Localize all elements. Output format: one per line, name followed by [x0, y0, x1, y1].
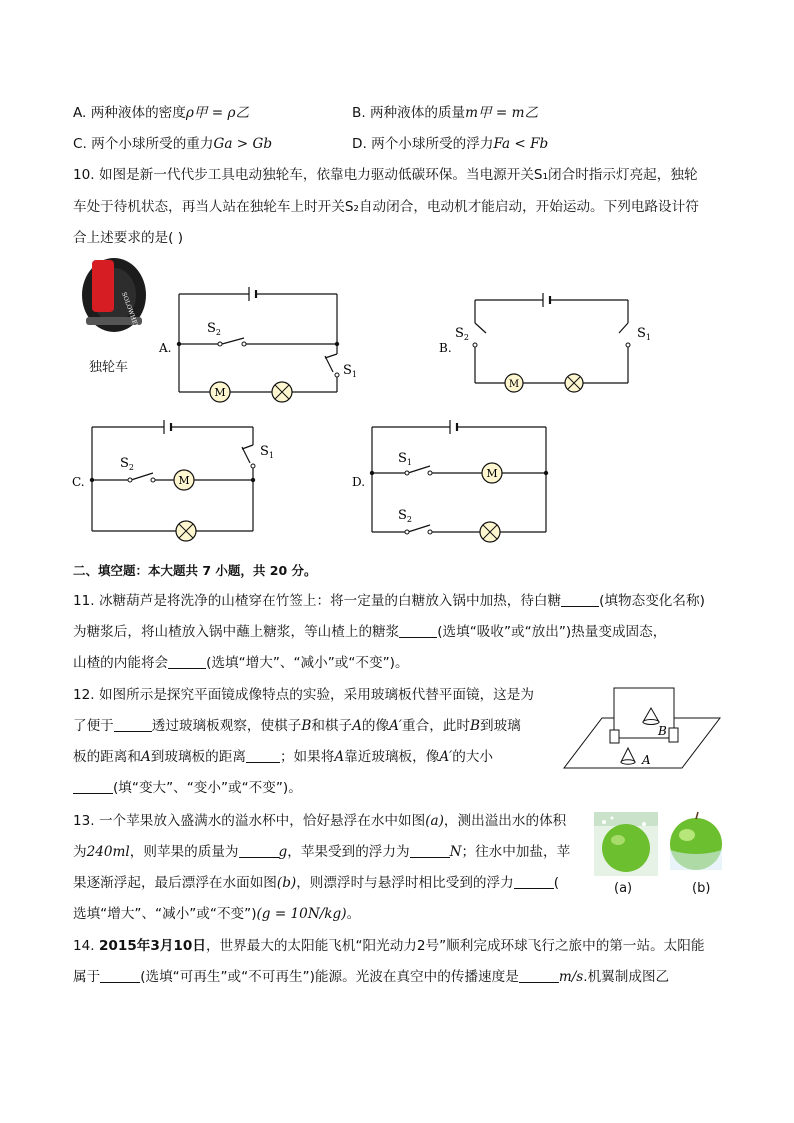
q10-text-line3: 合上述要求的是( )	[73, 230, 184, 246]
apple-suspended-image	[594, 812, 658, 876]
q10-text-line1: 10. 如图是新一代代步工具电动独轮车，依靠电力驱动低碳环保。当电源开关S₁闭合时指示灯亮起，独轮	[73, 167, 698, 183]
q11-blank-1[interactable]	[561, 592, 599, 607]
q9-option-a: A. 两种液体的密度ρ甲 = ρ乙	[73, 105, 250, 121]
circuit-b-diagram	[437, 290, 657, 395]
q10-text-line2: 车处于待机状态，再当人站在独轮车上时开关S₂自动闭合，电动机才能启动，开始运动。下列电路设计符	[73, 199, 699, 215]
q11-blank-2[interactable]	[399, 623, 437, 638]
circuit-b-s2-label: $S_2$	[455, 326, 469, 342]
q12-blank-1[interactable]	[114, 717, 152, 732]
apple-caption-a: (a)	[614, 881, 633, 896]
q14-line1: 14. 2015年3月10日，世界最大的太阳能飞机“阳光动力2号”顺利完成环球飞行之旅中的第一站。太阳能	[73, 938, 705, 954]
figure-label-b: B	[658, 724, 667, 738]
circuit-a-letter: A.	[159, 341, 172, 355]
circuit-d-lamp	[480, 522, 500, 542]
q12-line3: 板的距离和A到玻璃板的距离 ；如果将A靠近玻璃板，像A′的大小	[73, 749, 493, 765]
unicycle-caption: 独轮车	[89, 360, 129, 375]
q9-option-d: D. 两个小球所受的浮力Fa < Fb	[352, 136, 549, 152]
q14-blank-2[interactable]	[519, 968, 559, 983]
plane-mirror-figure	[560, 684, 725, 774]
circuit-a-lamp	[272, 382, 292, 402]
circuit-d-s2-label: $S_2$	[398, 508, 412, 524]
circuit-a-diagram	[155, 282, 355, 412]
q13-line1: 13. 一个苹果放入盛满水的溢水杯中，恰好悬浮在水中如图(a)，测出溢出水的体积	[73, 813, 567, 829]
circuit-c-s2-label: $S_2$	[120, 456, 134, 472]
svg-text:M: M	[508, 379, 520, 390]
circuit-b-s1-label: $S_1$	[637, 326, 651, 342]
circuit-c-s1-label: $S_1$	[260, 444, 274, 460]
chess-piece-a-figure	[621, 748, 635, 764]
q12-line2: 了便于 透过玻璃板观察，使棋子B和棋子A的像A′重合，此时B到玻璃	[73, 718, 521, 734]
q13-line2: 为240ml，则苹果的质量为 g，苹果受到的浮力为 N；往水中加盐，苹	[73, 844, 571, 860]
circuit-b-letter: B.	[439, 341, 452, 355]
q11-blank-3[interactable]	[168, 654, 206, 669]
q13-blank-2[interactable]	[410, 843, 450, 858]
figure-label-a: A	[642, 753, 651, 767]
circuit-b-lamp	[565, 374, 583, 392]
q12-line4: (填“变大”、“变小”或“不变”)。	[73, 779, 302, 797]
q13-blank-1[interactable]	[239, 843, 279, 858]
apple-caption-b: (b)	[692, 881, 711, 896]
circuit-a-motor	[210, 382, 230, 402]
apple-floating-image	[670, 812, 722, 870]
section-2-heading: 二、填空题：本大题共 7 小题，共 20 分。	[73, 563, 317, 578]
q11-line2: 为糖浆后，将山楂放入锅中蘸上糖浆，等山楂上的糖浆 (选填“吸收”或“放出”)热量变成固态，	[73, 624, 667, 640]
svg-text:M: M	[486, 467, 498, 480]
q13-line4: 选填“增大”、“减小”或“不变”)(g = 10N/kg)。	[73, 906, 361, 922]
q9-option-b: B. 两种液体的质量m甲 = m乙	[352, 105, 539, 121]
apple-figures	[594, 810, 729, 880]
q14-line2: 属于 (选填“可再生”或“不可再生”)能源。光波在真空中的传播速度是 m/s.机翼制成图乙	[73, 969, 670, 985]
circuit-d-diagram	[348, 415, 558, 545]
circuit-a-s2-label: $S_2$	[207, 321, 221, 337]
q12-blank-3[interactable]	[73, 779, 113, 794]
q9-option-c: C. 两个小球所受的重力Ga > Gb	[73, 136, 273, 152]
circuit-d-motor	[482, 463, 502, 483]
q12-line1: 12. 如图所示是探究平面镜成像特点的实验，采用玻璃板代替平面镜，这是为	[73, 687, 534, 703]
circuit-d-letter: D.	[352, 475, 366, 489]
circuit-c-lamp	[176, 521, 196, 541]
q11-line1: 11. 冰糖葫芦是将洗净的山楂穿在竹签上：将一定量的白糖放入锅中加热，待白糖 (填物态变化名称)	[73, 593, 705, 609]
svg-text:M: M	[178, 474, 190, 487]
circuit-d-s1-label: $S_1$	[398, 451, 412, 467]
circuit-c-diagram	[70, 415, 290, 540]
circuit-a-s1-label: $S_1$	[343, 363, 357, 379]
unicycle-brand-text: SOLOWHEEL	[120, 291, 142, 334]
circuit-b-motor	[505, 374, 523, 392]
svg-text:M: M	[214, 386, 226, 399]
q14-blank-1[interactable]	[100, 968, 140, 983]
q12-blank-2[interactable]	[246, 748, 280, 763]
unicycle-photo	[78, 255, 150, 355]
q13-line3: 果逐渐浮起，最后漂浮在水面如图(b)，则漂浮时与悬浮时相比受到的浮力 (	[73, 875, 560, 891]
circuit-c-motor	[174, 470, 194, 490]
circuit-c-letter: C.	[72, 475, 85, 489]
q13-blank-3[interactable]	[514, 874, 554, 889]
q11-line3: 山楂的内能将会 (选填“增大”、“减小”或“不变”)。	[73, 655, 409, 671]
